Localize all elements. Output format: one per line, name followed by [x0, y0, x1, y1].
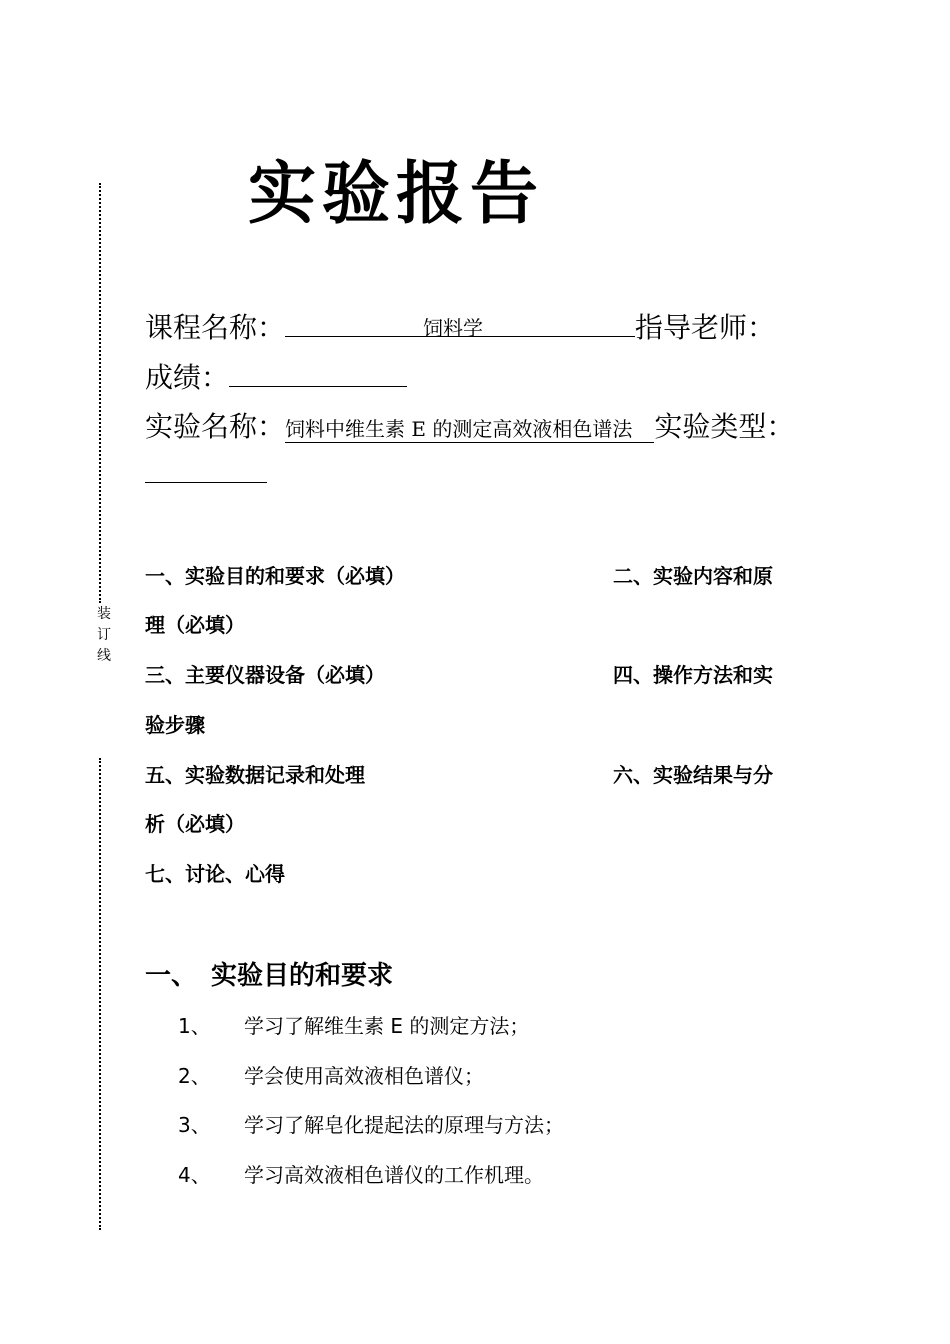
grade-field[interactable]	[229, 360, 407, 387]
grade-label: 成绩：	[145, 361, 230, 394]
experiment-type-field[interactable]	[145, 460, 267, 483]
toc-item-3: 三、主要仪器设备（必填）	[145, 663, 385, 687]
experiment-name-value: 饲料中维生素 E 的测定高效液相色谱法	[285, 417, 633, 441]
section-heading	[145, 955, 393, 992]
toc-item-4: 四、操作方法和实	[613, 663, 773, 687]
experiment-label: 实验名称：	[145, 410, 286, 443]
binding-char: 装	[97, 606, 111, 622]
section-title: 实验目的和要求	[211, 961, 394, 991]
binding-line-bottom	[99, 758, 101, 1230]
experiment-name-field[interactable]	[285, 413, 654, 443]
report-title: 实验报告	[248, 154, 545, 234]
list-item: 1、 学习了解维生素 E 的测定方法；	[178, 1014, 530, 1038]
course-field[interactable]	[285, 306, 635, 340]
binding-char: 订	[97, 627, 111, 643]
toc-item-1: 一、实验目的和要求（必填）	[145, 564, 405, 588]
binding-char: 线	[97, 648, 111, 664]
experiment-type-label: 实验类型：	[654, 410, 795, 443]
course-label: 课程名称：	[145, 311, 286, 344]
toc-item-2: 二、实验内容和原	[613, 564, 773, 588]
experiment-row	[145, 405, 794, 445]
toc-item-6: 六、实验结果与分	[613, 763, 773, 787]
toc-item-2-cont: 理（必填）	[145, 613, 245, 637]
experiment-type-row	[145, 460, 267, 483]
course-row	[145, 306, 775, 346]
course-value: 饲料学	[423, 316, 484, 340]
grade-row	[145, 356, 407, 396]
toc-item-7: 七、讨论、心得	[145, 862, 285, 886]
list-item: 4、 学习高效液相色谱仪的工作机理。	[178, 1163, 544, 1187]
list-item: 3、 学习了解皂化提起法的原理与方法；	[178, 1113, 564, 1137]
section-number: 一、	[145, 961, 198, 991]
binding-line-top	[99, 183, 101, 603]
advisor-label: 指导老师：	[635, 311, 776, 344]
toc-item-6-cont: 析（必填）	[145, 812, 245, 836]
toc-item-5: 五、实验数据记录和处理	[145, 763, 365, 787]
list-item: 2、 学会使用高效液相色谱仪；	[178, 1064, 484, 1088]
toc-item-4-cont: 验步骤	[145, 713, 205, 737]
binding-label	[95, 604, 113, 667]
